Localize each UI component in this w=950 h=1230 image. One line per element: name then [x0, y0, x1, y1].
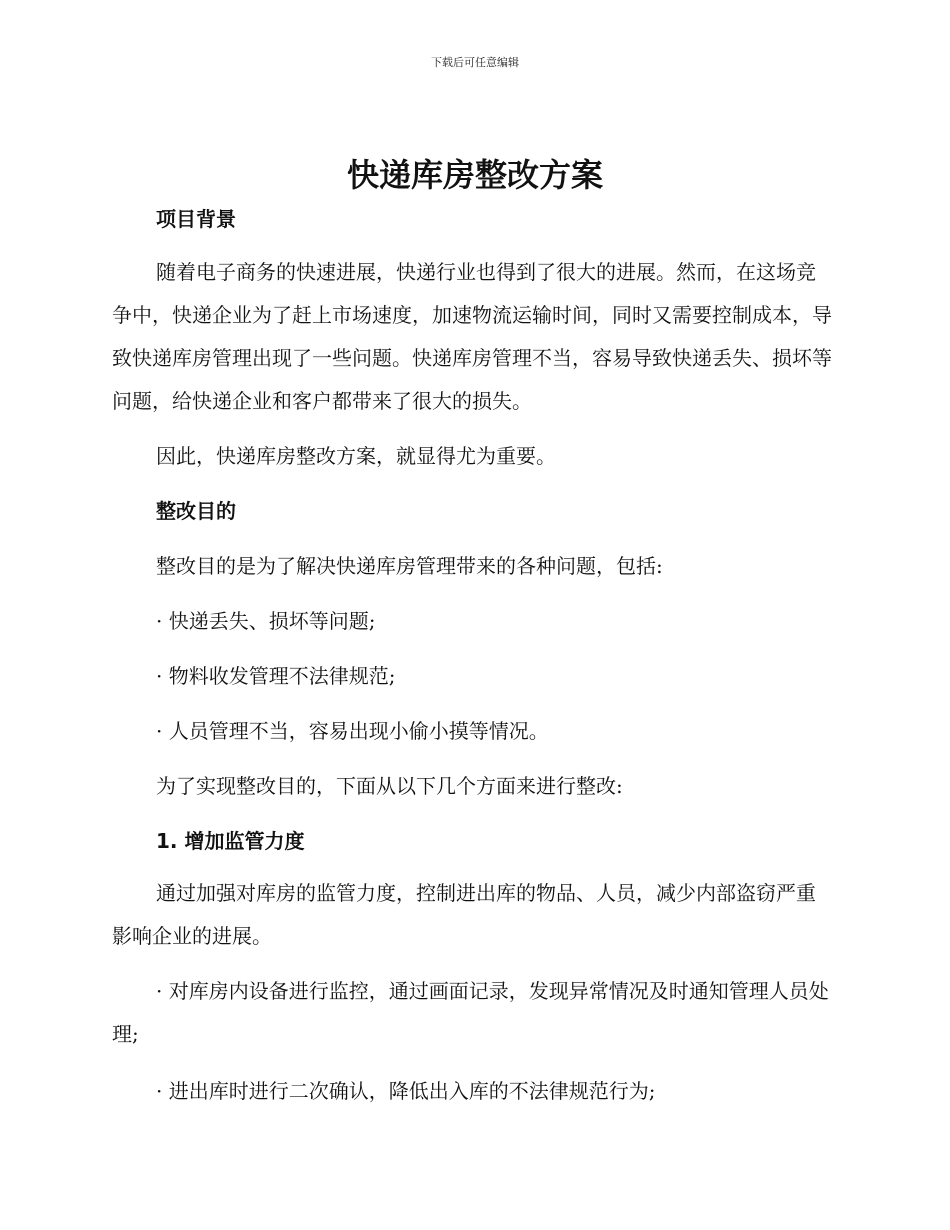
background-paragraph-2: 因此，快递库房整改方案，就显得尤为重要。	[156, 444, 556, 468]
header-note: 下载后可任意编辑	[431, 56, 519, 69]
purpose-list-item: · 快递丢失、损坏等问题;	[156, 609, 376, 633]
purpose-intro: 整改目的是为了解决快递库房管理带来的各种问题，包括:	[156, 554, 663, 578]
purpose-list-item: · 人员管理不当，容易出现小偷小摸等情况。	[156, 719, 549, 743]
document-title: 快递库房整改方案	[346, 156, 603, 194]
supervision-list-item: · 进出库时进行二次确认，降低出入库的不法律规范行为;	[156, 1079, 656, 1103]
section-heading-supervision: 1. 增加监管力度	[156, 829, 305, 853]
section-heading-background: 项目背景	[156, 207, 236, 231]
purpose-list-item: · 物料收发管理不法律规范;	[156, 664, 396, 688]
supervision-paragraph: 通过加强对库房的监管力度，控制进出库的物品、人员，减少内部盗窃严重影响企业的进展。	[112, 881, 816, 948]
section-heading-purpose: 整改目的	[156, 499, 236, 523]
supervision-list-item: · 对库房内设备进行监控，通过画面记录，发现异常情况及时通知管理人员处理;	[112, 979, 829, 1046]
background-paragraph-1: 随着电子商务的快速进展，快递行业也得到了很大的进展。然而，在这场竞争中，快递企业为了赶上市场速度，加速物流运输时间，同时又需要控制成本，导致快递库房管理出现了一些问题。快递库房管理不当，容易导致快递丢失、损坏等问题，给快递企业和客户都带来了很大的损失。	[112, 260, 832, 413]
purpose-outro: 为了实现整改目的，下面从以下几个方面来进行整改:	[156, 774, 623, 798]
